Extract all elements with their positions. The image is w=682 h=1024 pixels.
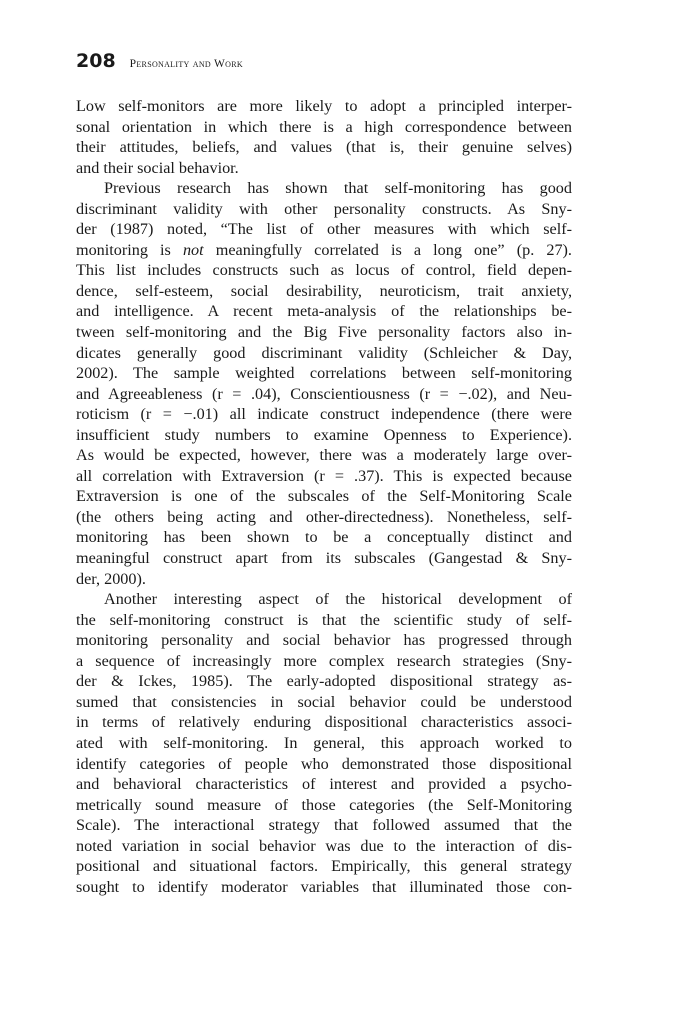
text-line: As would be expected, however, there was a moderately large over-	[76, 446, 572, 465]
text-fragment: meaningfully correlated is a long one” (p. 27).	[203, 240, 572, 259]
text-line: all correlation with Extraversion (r = .37). This is expected because	[76, 466, 572, 485]
emphasis-text: not	[182, 240, 204, 259]
text-line: der (1987) noted, “The list of other measures with which self-	[76, 220, 572, 239]
text-line: tween self-monitoring and the Big Five personality factors also in-	[76, 323, 572, 342]
text-line: der, 2000).	[76, 569, 146, 588]
text-line: Extraversion is one of the subscales of the Self-Monitoring Scale	[76, 487, 572, 506]
text-line: meaningful construct apart from its subscales (Gangestad & Sny-	[76, 549, 572, 568]
text-line: positional and situational factors. Empirically, this general strategy	[76, 857, 572, 876]
text-line: and intelligence. A recent meta-analysis of the relationships be-	[76, 302, 572, 321]
text-line: a sequence of increasingly more complex research strategies (Sny-	[76, 651, 572, 670]
text-line: Previous research has shown that self-monitoring has good	[104, 179, 572, 198]
text-line: and Agreeableness (r = .04), Conscientiousness (r = −.02), and Neu-	[76, 384, 572, 403]
text-line: monitoring has been shown to be a conceptually distinct and	[76, 528, 572, 547]
text-line: and their social behavior.	[76, 158, 239, 177]
page-number: 208	[76, 50, 116, 72]
text-line: Scale). The interactional strategy that followed assumed that the	[76, 816, 572, 835]
text-line: ated with self-monitoring. In general, this approach worked to	[76, 733, 572, 752]
text-line: noted variation in social behavior was due to the interaction of dis-	[76, 836, 572, 855]
body-text	[76, 96, 572, 897]
text-line: 2002). The sample weighted correlations between self-monitoring	[76, 364, 572, 383]
text-line: roticism (r = −.01) all indicate construct independence (there were	[76, 405, 572, 424]
running-title: Personality and Work	[129, 58, 243, 70]
text-line: discriminant validity with other personality constructs. As Sny-	[76, 199, 572, 218]
text-line: in terms of relatively enduring dispositional characteristics associ-	[76, 713, 572, 732]
text-line: their attitudes, beliefs, and values (that is, their genuine selves)	[76, 138, 572, 157]
text-line: insufficient study numbers to examine Openness to Experience).	[76, 425, 572, 444]
book-page	[76, 50, 572, 897]
text-line: metrically sound measure of those categories (the Self-Monitoring	[76, 795, 572, 814]
text-line: sumed that consistencies in social behavior could be understood	[76, 692, 572, 711]
text-line: Another interesting aspect of the historical development of	[104, 590, 572, 609]
text-line: (the others being acting and other-directedness). Nonetheless, self-	[76, 507, 572, 526]
text-line: identify categories of people who demonstrated those dispositional	[76, 754, 572, 773]
text-line: This list includes constructs such as locus of control, field depen-	[76, 261, 572, 280]
text-line: sonal orientation in which there is a high correspondence between	[76, 117, 572, 136]
text-line: der & Ickes, 1985). The early-adopted dispositional strategy as-	[76, 672, 572, 691]
text-line: Low self-monitors are more likely to adopt a principled interper-	[76, 97, 572, 115]
text-line: and behavioral characteristics of interest and provided a psycho-	[76, 775, 572, 794]
text-line: sought to identify moderator variables that illuminated those con-	[76, 877, 572, 896]
text-line: monitoring personality and social behavior has progressed through	[76, 631, 572, 650]
text-line: dicates generally good discriminant validity (Schleicher & Day,	[76, 343, 572, 362]
running-head	[76, 50, 572, 80]
text-line: dence, self-esteem, social desirability, neuroticism, trait anxiety,	[76, 281, 572, 300]
text-line: the self-monitoring construct is that the scientific study of self-	[76, 610, 572, 629]
text-line-with-emphasis	[76, 240, 572, 261]
text-fragment: monitoring is	[76, 240, 183, 259]
